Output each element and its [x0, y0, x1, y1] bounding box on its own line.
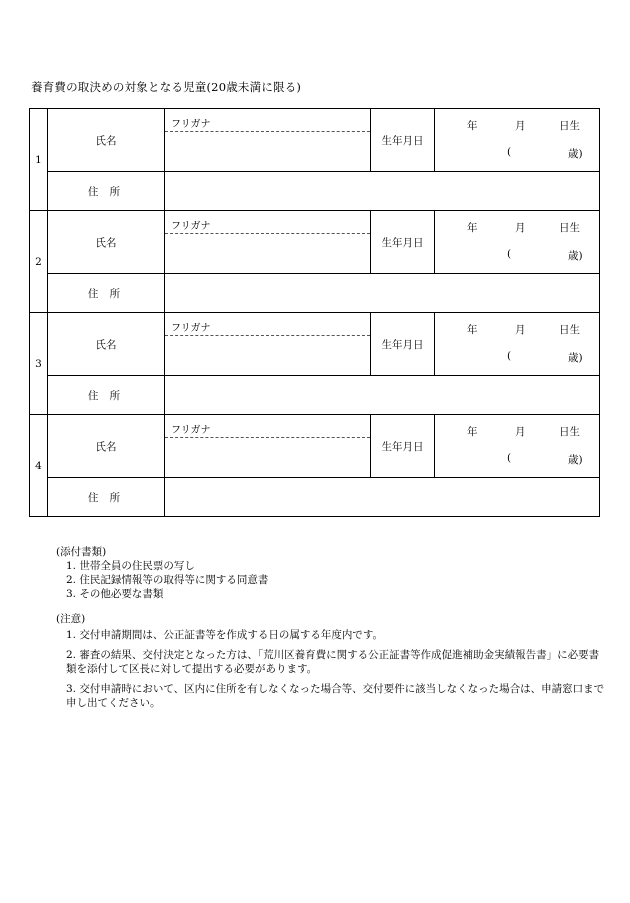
address-field[interactable] [165, 274, 600, 313]
child-row [30, 211, 600, 274]
year-label: 年 [467, 222, 478, 234]
year-label: 年 [467, 426, 478, 438]
attachment-item: 2. 住民記録情報等の取得等に関する同意書 [66, 574, 269, 586]
month-label: 月 [515, 324, 526, 336]
furigana-field[interactable] [165, 110, 370, 132]
child-row [30, 109, 600, 172]
day-label: 日生 [559, 426, 580, 438]
furigana-label: フリガナ [171, 323, 211, 334]
child-number: 3 [30, 313, 48, 415]
name-label: 氏名 [48, 109, 165, 172]
notes-section [56, 612, 606, 710]
note-item: 3. 交付申請時において、区内に住所を有しなくなった場合等、交付要件に該当しなくなった場合は、申請窓口まで申し出てください。 [66, 683, 605, 709]
attachments-heading: (添付書類) [56, 546, 107, 558]
birth-date-field[interactable] [435, 415, 600, 478]
note-item: 2. 審査の結果、交付決定となった方は、「荒川区養育費に関する公正証書等作成促進補助金実績報告書」に必要書類を添付して区長に対して提出する必要があります。 [66, 649, 600, 675]
age-open-label: ( [507, 350, 512, 362]
furigana-label: フリガナ [171, 425, 211, 436]
birth-date-label: 生年月日 [371, 211, 435, 274]
age-close-label: 歳) [568, 148, 583, 160]
address-field[interactable] [165, 172, 600, 211]
page-title: 養育費の取決めの対象となる児童(20歳未満に限る) [31, 80, 302, 94]
attachment-item: 1. 世帯全員の住民票の写し [66, 560, 195, 572]
month-label: 月 [515, 426, 526, 438]
address-label: 住 所 [48, 376, 165, 415]
age-open-label: ( [507, 248, 512, 260]
age-close-label: 歳) [568, 454, 583, 466]
name-input-area[interactable] [165, 336, 370, 374]
child-number: 2 [30, 211, 48, 313]
day-label: 日生 [559, 324, 580, 336]
name-field[interactable] [165, 109, 371, 172]
child-number: 4 [30, 415, 48, 517]
name-label: 氏名 [48, 313, 165, 376]
furigana-field[interactable] [165, 314, 370, 336]
address-row [30, 172, 600, 211]
age-open-label: ( [507, 146, 512, 158]
name-input-area[interactable] [165, 438, 370, 476]
year-label: 年 [467, 324, 478, 336]
address-label: 住 所 [48, 478, 165, 517]
address-row [30, 478, 600, 517]
attachment-item: 3. その他必要な書類 [66, 588, 164, 600]
age-close-label: 歳) [568, 250, 583, 262]
birth-date-label: 生年月日 [371, 313, 435, 376]
furigana-field[interactable] [165, 212, 370, 234]
day-label: 日生 [559, 120, 580, 132]
furigana-field[interactable] [165, 416, 370, 438]
name-input-area[interactable] [165, 132, 370, 170]
address-field[interactable] [165, 478, 600, 517]
child-row [30, 313, 600, 376]
children-table [29, 108, 600, 517]
name-label: 氏名 [48, 211, 165, 274]
month-label: 月 [515, 120, 526, 132]
name-field[interactable] [165, 415, 371, 478]
child-row [30, 415, 600, 478]
birth-date-label: 生年月日 [371, 109, 435, 172]
note-item: 1. 交付申請期間は、公正証書等を作成する日の属する年度内です。 [66, 629, 384, 641]
attachments-section [56, 545, 268, 601]
year-label: 年 [467, 120, 478, 132]
name-field[interactable] [165, 211, 371, 274]
name-label: 氏名 [48, 415, 165, 478]
day-label: 日生 [559, 222, 580, 234]
address-row [30, 376, 600, 415]
birth-date-field[interactable] [435, 211, 600, 274]
age-open-label: ( [507, 452, 512, 464]
name-input-area[interactable] [165, 234, 370, 272]
furigana-label: フリガナ [171, 221, 211, 232]
address-label: 住 所 [48, 274, 165, 313]
child-number: 1 [30, 109, 48, 211]
notes-heading: (注意) [56, 613, 86, 625]
birth-date-field[interactable] [435, 109, 600, 172]
address-field[interactable] [165, 376, 600, 415]
address-label: 住 所 [48, 172, 165, 211]
address-row [30, 274, 600, 313]
birth-date-label: 生年月日 [371, 415, 435, 478]
month-label: 月 [515, 222, 526, 234]
name-field[interactable] [165, 313, 371, 376]
birth-date-field[interactable] [435, 313, 600, 376]
age-close-label: 歳) [568, 352, 583, 364]
furigana-label: フリガナ [171, 119, 211, 130]
